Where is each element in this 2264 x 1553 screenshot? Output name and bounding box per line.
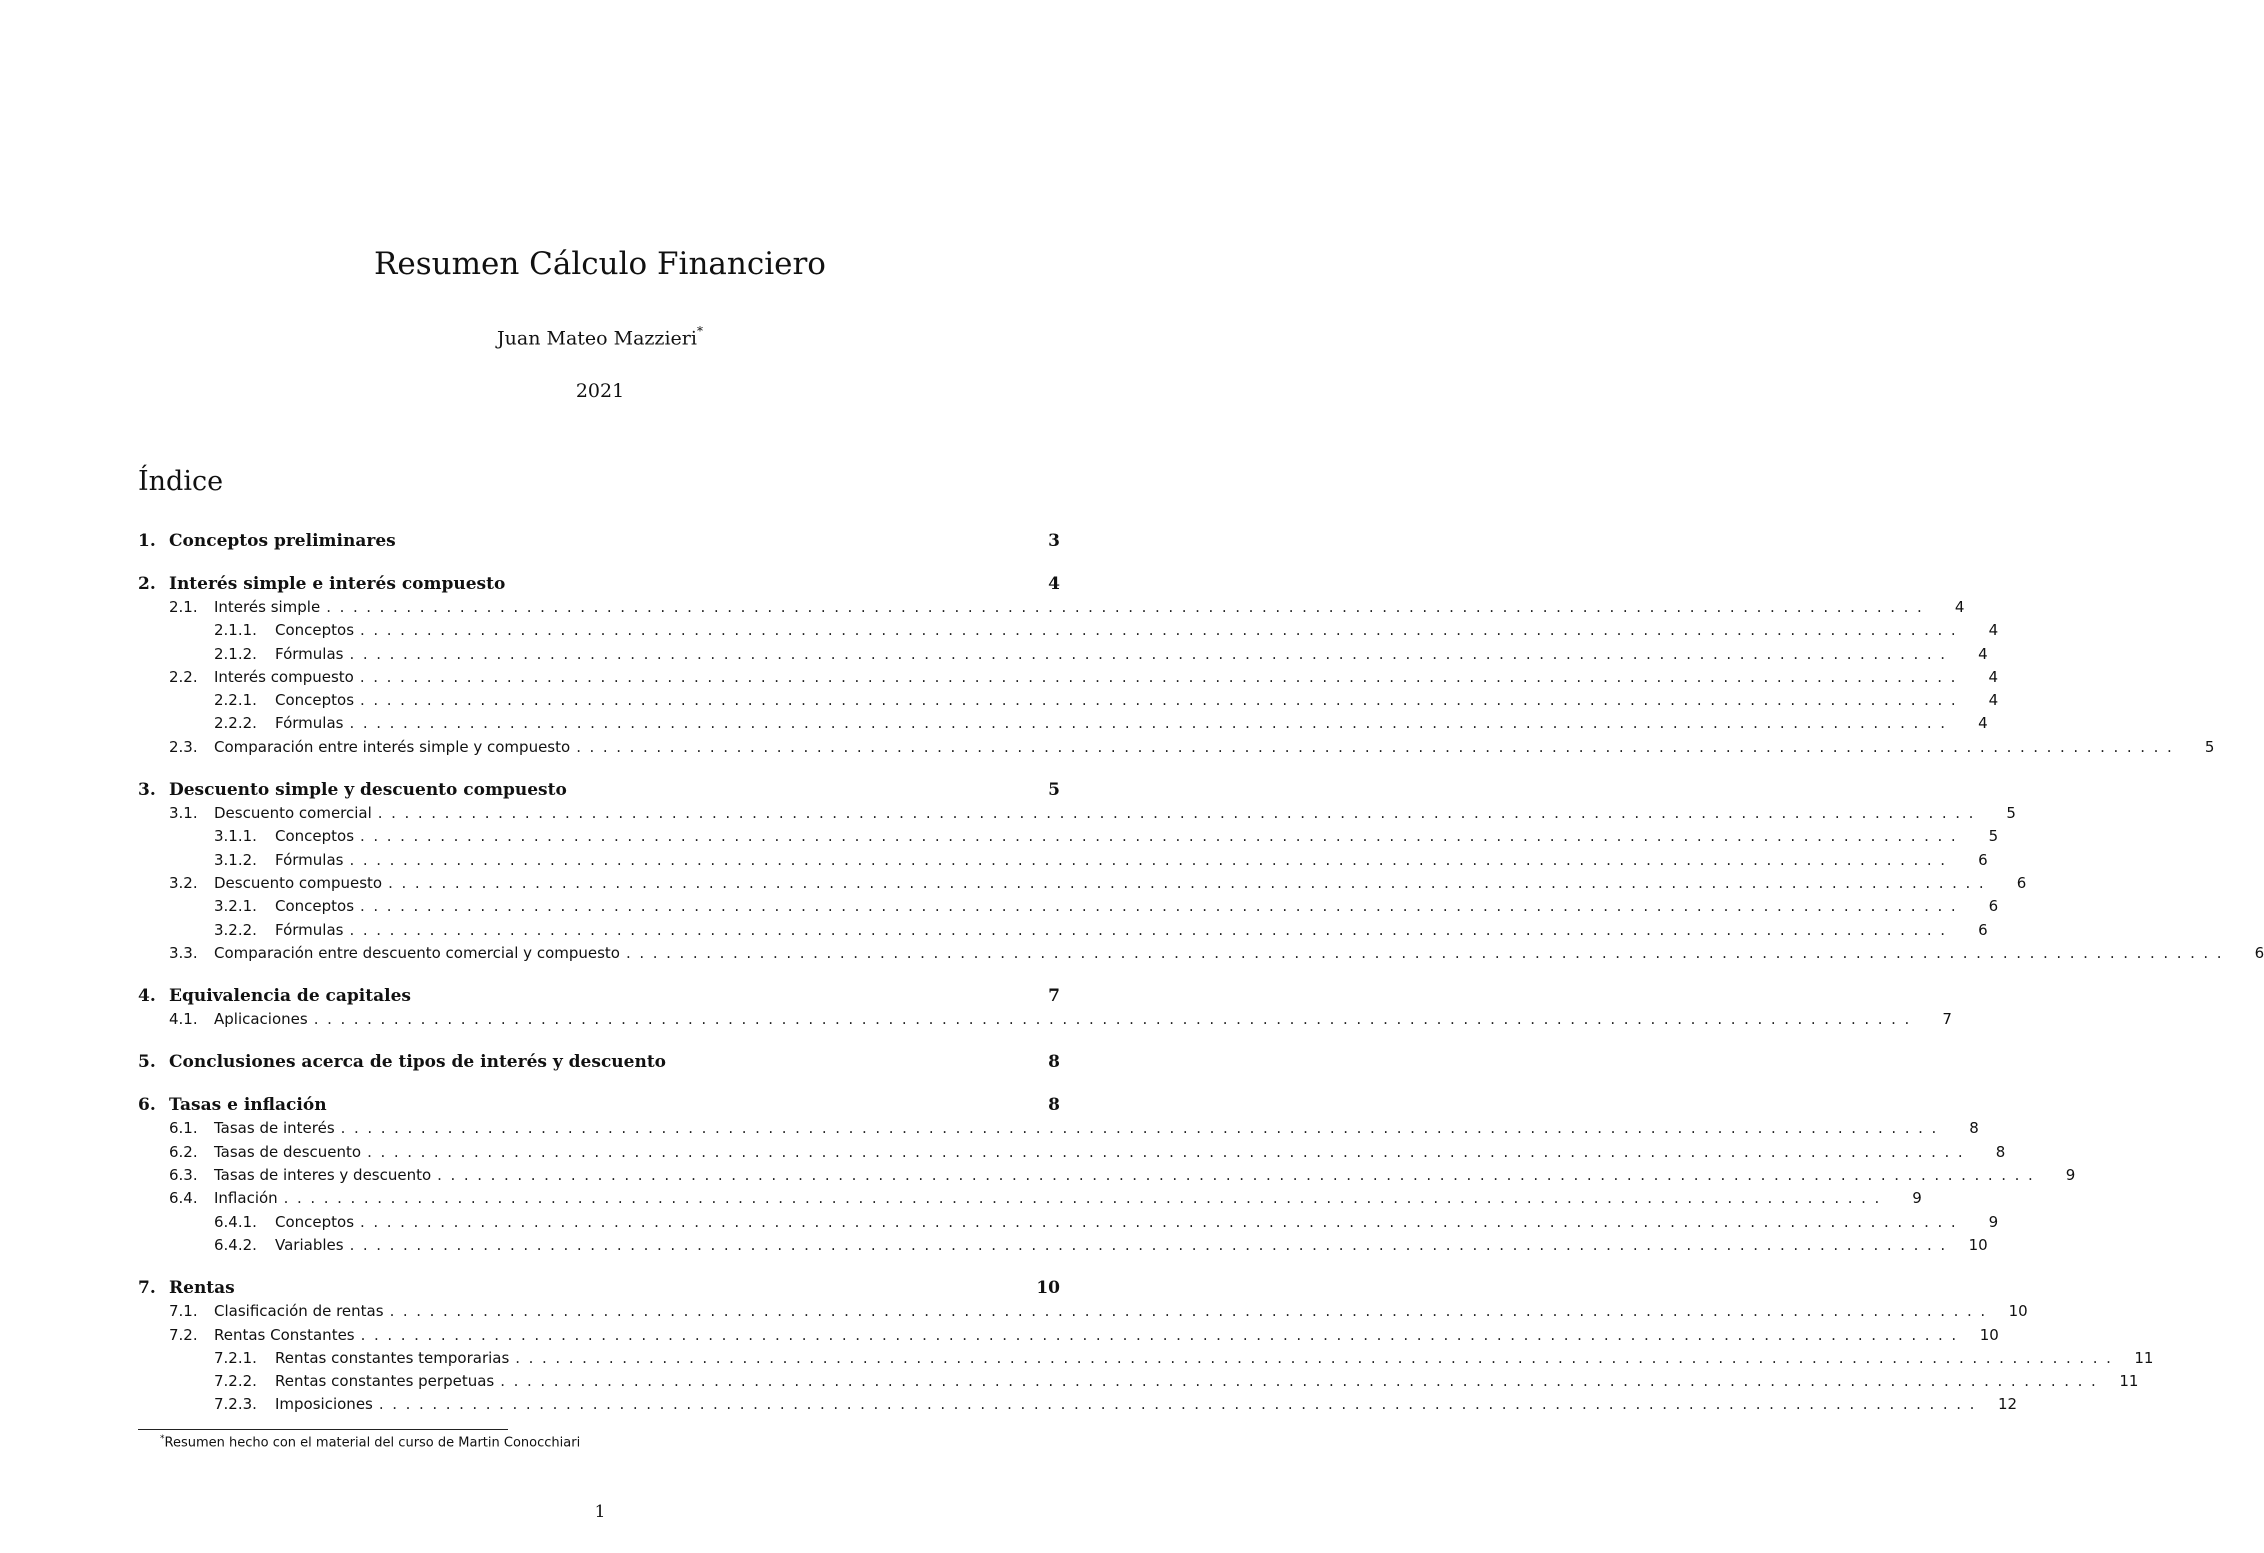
toc-leader-dots: ........................................................................................................................ xyxy=(360,827,1965,846)
toc-section-page: 5 xyxy=(1048,780,1060,801)
toc-section-page: 7 xyxy=(1048,986,1060,1007)
toc-leader-dots: ........................................................................................................................ xyxy=(349,1235,1954,1254)
toc-leader-dots: ........................................................................................................................ xyxy=(437,1166,2042,1185)
toc-subsubsection[interactable] xyxy=(138,619,1999,642)
toc-subsubsection[interactable] xyxy=(138,1393,2018,1416)
toc-entry-title: Interés simple xyxy=(214,598,321,616)
toc-entry-title: Conceptos xyxy=(275,1212,355,1231)
toc-leader-dots: ........................................................................................................................ xyxy=(360,1325,1965,1344)
toc-leader-dots: ........................................................................................................................ xyxy=(349,714,1954,733)
toc-entry-title: Rentas constantes perpetuas xyxy=(275,1372,495,1391)
toc-leader-dots: ........................................................................................................................ xyxy=(283,1189,1888,1208)
toc-entry-title: Fórmulas xyxy=(275,920,344,939)
toc-subsubsection[interactable] xyxy=(138,643,1988,666)
toc-subsubsection[interactable] xyxy=(138,1234,1988,1257)
toc-entry-page: 9 xyxy=(2065,1166,2076,1185)
toc-entry-title: Tasas de interés xyxy=(214,1119,335,1138)
toc-entry-number: 6.4.1. xyxy=(214,1212,257,1231)
toc-entry-title: Tasas de descuento xyxy=(214,1142,362,1161)
toc-entry-title: Descuento comercial xyxy=(214,804,372,823)
toc-leader-dots: ........................................................................................................................ xyxy=(388,873,1993,892)
toc-subsubsection[interactable] xyxy=(138,1211,1999,1234)
toc-entry-title: Rentas Constantes xyxy=(214,1325,355,1344)
toc-entry-page: 11 xyxy=(2134,1348,2154,1367)
toc-entry-page: 9 xyxy=(1912,1189,1922,1208)
toc-leader-dots: ........................................................................................................................ xyxy=(626,943,2231,962)
toc-entry-title: Conceptos xyxy=(275,897,355,916)
toc-entry-page: 5 xyxy=(2204,737,2215,756)
toc-entry-number: 7.2.2. xyxy=(214,1372,257,1391)
toc-section-number: 1. xyxy=(138,531,156,551)
toc-subsection[interactable] xyxy=(138,596,1965,619)
toc-entry-title: Conceptos xyxy=(275,691,355,710)
toc-leader-dots: ........................................................................................................................ xyxy=(360,621,1965,640)
toc-entry-page: 4 xyxy=(1978,714,1988,733)
toc-subsection[interactable] xyxy=(138,872,2027,895)
toc-section[interactable] xyxy=(138,1276,1060,1300)
toc-entry-page: 8 xyxy=(1995,1142,2006,1161)
toc-leader-dots: ........................................................................................................................ xyxy=(313,1010,1918,1029)
toc-entry-number: 2.1.1. xyxy=(214,621,257,640)
toc-entry-title: Fórmulas xyxy=(275,644,344,663)
toc-entry-title: Interés compuesto xyxy=(214,667,354,686)
toc-subsection[interactable] xyxy=(138,1187,1922,1210)
toc-entry-number: 6.1. xyxy=(169,1119,198,1138)
toc-section-number: 4. xyxy=(138,986,156,1007)
toc-subsubsection[interactable] xyxy=(138,849,1988,872)
toc-entry-page: 11 xyxy=(2119,1372,2139,1391)
toc-entry-page: 9 xyxy=(1988,1212,1999,1231)
toc-section[interactable] xyxy=(138,529,1060,553)
toc-entry-title: Conceptos xyxy=(275,827,355,846)
toc-entry-title: Clasificación de rentas xyxy=(214,1302,384,1321)
toc-entry-title: Variables xyxy=(275,1235,344,1254)
toc-section[interactable] xyxy=(138,1093,1060,1117)
toc-entry-page: 6 xyxy=(1978,850,1988,869)
toc-section-title: Conceptos preliminares xyxy=(169,531,396,551)
toc-leader-dots: ........................................................................................................................ xyxy=(389,1302,1994,1321)
toc-entry-number: 6.4. xyxy=(169,1189,198,1208)
toc-subsubsection[interactable] xyxy=(138,689,1999,712)
toc-subsection[interactable] xyxy=(138,1324,1999,1347)
page-number: 1 xyxy=(594,1502,606,1522)
toc-entry-title: Tasas de interes y descuento xyxy=(214,1166,432,1185)
toc-entry-number: 7.2.1. xyxy=(214,1348,257,1367)
toc-entry-page: 6 xyxy=(2254,943,2264,962)
toc-subsection[interactable] xyxy=(138,1141,2006,1164)
toc-entry-number: 3.1. xyxy=(169,804,198,823)
toc-entry-page: 4 xyxy=(1978,644,1988,663)
toc-section-page: 8 xyxy=(1048,1052,1060,1073)
toc-entry-page: 5 xyxy=(2006,804,2016,823)
toc-leader-dots: ........................................................................................................................ xyxy=(349,850,1954,869)
toc-subsubsection[interactable] xyxy=(138,919,1988,942)
author-footnote-mark[interactable]: * xyxy=(696,324,703,338)
toc-leader-dots: ........................................................................................................................ xyxy=(500,1372,2105,1391)
toc-leader-dots: ........................................................................................................................ xyxy=(349,920,1954,939)
toc-entry-page: 6 xyxy=(1988,897,1999,916)
toc-leader-dots: ........................................................................................................................ xyxy=(360,1212,1965,1231)
footnote-rule xyxy=(138,1429,508,1430)
toc-entry-number: 3.2.2. xyxy=(214,920,257,939)
toc-subsubsection[interactable] xyxy=(138,1370,2139,1393)
toc-subsubsection[interactable] xyxy=(138,712,1988,735)
toc-section-number: 6. xyxy=(138,1095,156,1116)
toc-entry-number: 2.2.2. xyxy=(214,714,257,733)
toc-entry-number: 2.2.1. xyxy=(214,691,257,710)
toc-section[interactable] xyxy=(138,1050,1060,1074)
toc-entry-title: Fórmulas xyxy=(275,850,344,869)
toc-section-title: Interés simple e interés compuesto xyxy=(169,574,506,594)
toc-subsection[interactable] xyxy=(138,1164,2076,1187)
toc-subsection[interactable] xyxy=(138,802,2016,825)
toc-leader-dots: ........................................................................................................................ xyxy=(377,804,1982,823)
toc-entry-title: Descuento compuesto xyxy=(214,873,383,892)
toc-entry-number: 6.3. xyxy=(169,1166,198,1185)
toc-section[interactable] xyxy=(138,572,1060,596)
toc-entry-page: 6 xyxy=(1978,920,1988,939)
toc-leader-dots: ........................................................................................................................ xyxy=(340,1119,1945,1138)
toc-section[interactable] xyxy=(138,984,1060,1008)
toc-leader-dots: ........................................................................................................................ xyxy=(360,897,1965,916)
toc-entry-number: 3.1.2. xyxy=(214,850,257,869)
toc-entry-title: Aplicaciones xyxy=(214,1010,308,1029)
toc-section-page: 3 xyxy=(1048,531,1060,551)
toc-subsubsection[interactable] xyxy=(138,825,1999,848)
toc-leader-dots: ........................................................................................................................ xyxy=(326,598,1931,616)
toc-entry-title: Conceptos xyxy=(275,621,355,640)
toc-section-title: Tasas e inflación xyxy=(169,1095,327,1116)
toc-entry-page: 6 xyxy=(2016,873,2027,892)
toc-leader-dots: ........................................................................................................................ xyxy=(359,667,1965,686)
toc-subsection[interactable] xyxy=(138,666,1999,689)
toc-entry-number: 3.2. xyxy=(169,873,198,892)
toc-entry-number: 3.2.1. xyxy=(214,897,257,916)
toc-entry-page: 4 xyxy=(1988,667,1999,686)
toc-section[interactable] xyxy=(138,778,1060,802)
toc-entry-page: 12 xyxy=(1997,1395,2018,1414)
toc-subsubsection[interactable] xyxy=(138,1347,2154,1370)
toc-section-number: 7. xyxy=(138,1278,156,1299)
toc-leader-dots: ........................................................................................................................ xyxy=(515,1348,2120,1367)
toc-subsection[interactable] xyxy=(138,1008,1952,1031)
author-name: Juan Mateo Mazzieri xyxy=(497,327,697,350)
toc-leader-dots: ........................................................................................................................ xyxy=(367,1142,1972,1161)
toc-entry-number: 7.2. xyxy=(169,1325,198,1344)
toc-entry-page: 10 xyxy=(2008,1302,2028,1321)
toc-leader-dots: ........................................................................................................................ xyxy=(576,737,2181,756)
footnote-mark: * xyxy=(160,1434,165,1444)
toc-entry-title: Rentas constantes temporarias xyxy=(275,1348,510,1367)
toc-entry-page: 5 xyxy=(1988,827,1999,846)
footnote xyxy=(160,1434,580,1450)
toc-entry-number: 2.1. xyxy=(169,598,198,616)
toc-subsection[interactable] xyxy=(138,942,2264,965)
toc-entry-page: 4 xyxy=(1954,598,1965,616)
toc-entry-number: 3.3. xyxy=(169,943,198,962)
toc-entry-number: 7.1. xyxy=(169,1302,198,1321)
toc-entry-number: 6.2. xyxy=(169,1142,198,1161)
toc-subsection[interactable] xyxy=(138,736,2215,759)
toc-entry-number: 2.2. xyxy=(169,667,198,686)
toc-subsection[interactable] xyxy=(138,1117,1979,1140)
toc-leader-dots: ........................................................................................................................ xyxy=(360,691,1965,710)
toc-entry-page: 4 xyxy=(1988,621,1999,640)
toc-subsubsection[interactable] xyxy=(138,895,1999,918)
table-of-contents xyxy=(138,520,2264,1417)
footnote-text: Resumen hecho con el material del curso de Martin Conocchiari xyxy=(164,1435,581,1451)
toc-section-number: 3. xyxy=(138,780,156,801)
toc-subsection[interactable] xyxy=(138,1300,2028,1323)
toc-leader-dots: ........................................................................................................................ xyxy=(349,644,1954,663)
toc-entry-number: 7.2.3. xyxy=(214,1395,257,1414)
toc-section-title: Equivalencia de capitales xyxy=(169,986,411,1007)
toc-entry-title: Fórmulas xyxy=(275,714,344,733)
toc-section-page: 10 xyxy=(1036,1278,1060,1299)
toc-section-title: Rentas xyxy=(169,1278,235,1299)
document-author xyxy=(0,326,1200,349)
toc-entry-title: Imposiciones xyxy=(275,1395,373,1414)
toc-entry-number: 4.1. xyxy=(169,1010,198,1029)
toc-section-page: 4 xyxy=(1048,574,1060,594)
toc-section-title: Descuento simple y descuento compuesto xyxy=(169,780,567,801)
toc-section-number: 5. xyxy=(138,1052,156,1073)
toc-entry-number: 2.3. xyxy=(169,737,198,756)
toc-entry-page: 8 xyxy=(1969,1119,1979,1138)
toc-entry-title: Inflación xyxy=(214,1189,278,1208)
document-year: 2021 xyxy=(575,380,625,402)
toc-entry-page: 7 xyxy=(1942,1010,1952,1029)
toc-entry-number: 6.4.2. xyxy=(214,1235,257,1254)
toc-section-number: 2. xyxy=(138,574,156,594)
toc-leader-dots: ........................................................................................................................ xyxy=(378,1395,1984,1414)
toc-heading: Índice xyxy=(138,466,224,497)
toc-entry-title: Comparación entre descuento comercial y compuesto xyxy=(214,943,620,962)
toc-section-page: 8 xyxy=(1048,1095,1060,1116)
toc-entry-number: 2.1.2. xyxy=(214,644,257,663)
toc-entry-page: 10 xyxy=(1968,1235,1988,1254)
toc-entry-number: 3.1.1. xyxy=(214,827,257,846)
toc-section-title: Conclusiones acerca de tipos de interés y descuento xyxy=(169,1052,667,1073)
document-title: Resumen Cálculo Financiero xyxy=(374,246,826,282)
toc-entry-title: Comparación entre interés simple y compuesto xyxy=(214,737,571,756)
toc-entry-page: 10 xyxy=(1979,1325,1999,1344)
toc-entry-page: 4 xyxy=(1988,691,1999,710)
